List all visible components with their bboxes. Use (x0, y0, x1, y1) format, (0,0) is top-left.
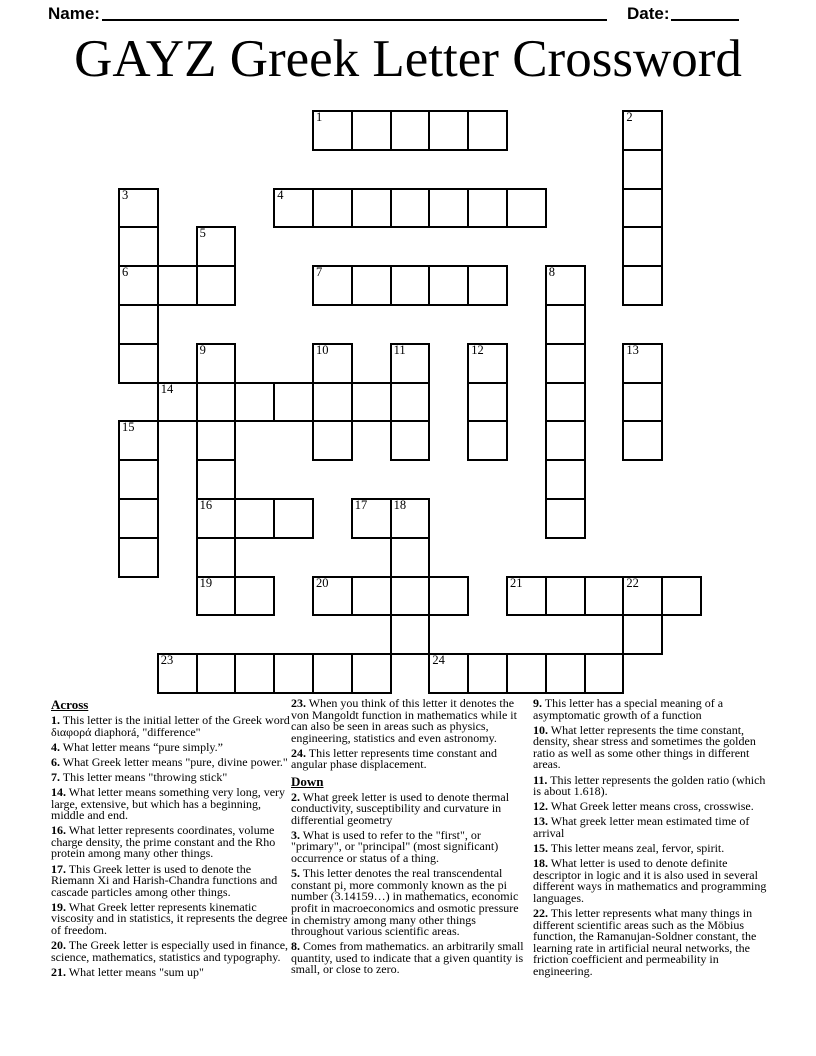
grid-cell[interactable] (118, 537, 159, 578)
grid-cell[interactable] (273, 382, 314, 423)
cell-number: 6 (122, 265, 129, 280)
grid-cell[interactable] (351, 382, 392, 423)
grid-cell-18[interactable] (390, 498, 431, 539)
clue-down-13: 13. What greek letter mean estimated time of arrival (533, 814, 750, 840)
grid-cell[interactable] (467, 382, 508, 423)
grid-cell[interactable] (390, 382, 431, 423)
cell-number: 9 (199, 342, 206, 357)
grid-cell[interactable] (661, 576, 702, 617)
grid-cell[interactable] (545, 498, 586, 539)
cell-number: 11 (393, 342, 406, 357)
grid-cell[interactable] (118, 498, 159, 539)
cell-number: 10 (316, 342, 329, 357)
grid-cell[interactable] (273, 498, 314, 539)
grid-cell-5[interactable] (196, 226, 237, 267)
down-heading: Down (291, 773, 324, 789)
clue-number: 8. (291, 939, 300, 954)
grid-cell[interactable] (545, 420, 586, 461)
grid-cell[interactable] (157, 265, 198, 306)
grid-cell-17[interactable] (351, 498, 392, 539)
cell-number: 20 (316, 575, 329, 590)
grid-cell[interactable] (545, 653, 586, 694)
cell-number: 12 (471, 342, 484, 357)
cell-number: 7 (316, 265, 323, 280)
grid-cell[interactable] (390, 110, 431, 151)
grid-cell[interactable] (622, 382, 663, 423)
cell-number: 21 (510, 575, 523, 590)
grid-cell[interactable] (351, 110, 392, 151)
clue-down-9: 9. This letter has a special meaning of a asymptomatic growth of a function (533, 696, 724, 722)
grid-cell-8[interactable] (545, 265, 586, 306)
clue-number: 15. (533, 841, 548, 856)
grid-cell[interactable] (234, 382, 275, 423)
grid-cell[interactable] (351, 653, 392, 694)
grid-cell[interactable] (390, 614, 431, 655)
clue-across-14: 14. What letter means something very long, very large, extensive, but which has a beginning, middle and end. (51, 784, 286, 823)
clue-down-10: 10. What letter represents the time constant, density, shear stress and sometimes the golden ratio as well as some other things in different areas. (533, 722, 756, 772)
clue-number: 20. (51, 938, 66, 953)
clue-number: 18. (533, 856, 548, 871)
clue-number: 21. (51, 964, 66, 979)
grid-cell[interactable] (196, 537, 237, 578)
grid-cell[interactable] (428, 188, 469, 229)
cell-number: 23 (160, 653, 174, 668)
grid-cell[interactable] (428, 576, 469, 617)
grid-cell-3[interactable] (118, 188, 159, 229)
grid-cell-2[interactable] (622, 110, 663, 151)
clue-down-3: 3. What is used to refer to the "first", or "primary", or "principal" (most significant) occurrence or status of a thing. (291, 827, 499, 866)
cell-number: 22 (626, 575, 639, 590)
clue-across-17: 17. This Greek letter is used to denote the Riemann Xi and Harish-Chandra functions and cascade particles among other things. (51, 861, 278, 899)
grid-cell[interactable] (622, 149, 663, 190)
grid-cell[interactable] (312, 653, 353, 694)
grid-cell-23[interactable] (157, 653, 198, 694)
clue-down-5: 5. This letter denotes the real transcendental constant pi, more commonly known as the pi number (3.14159…) in mathematics, economic profit in macroeconomics and osmotic pressure in chemistry among many other things throughout various scientific areas. (291, 866, 519, 939)
clue-number: 11. (533, 772, 548, 787)
clue-number: 16. (51, 823, 66, 838)
cell-number: 3 (122, 187, 129, 202)
grid-cell-14[interactable] (157, 382, 198, 423)
clue-across-7: 7. This letter means "throwing stick" (51, 769, 228, 784)
cell-number: 19 (199, 575, 213, 590)
clue-number: 6. (51, 754, 60, 769)
clue-column-1 (51, 698, 294, 982)
cell-number: 8 (548, 265, 556, 280)
grid-cell[interactable] (196, 420, 237, 461)
grid-cell[interactable] (351, 188, 392, 229)
grid-cell[interactable] (467, 188, 508, 229)
clue-across-4: 4. What letter means “pure simply.” (51, 739, 223, 754)
grid-cell[interactable] (467, 265, 508, 306)
grid-cell[interactable] (118, 459, 159, 500)
clue-number: 4. (51, 739, 60, 754)
grid-cell[interactable] (390, 537, 431, 578)
grid-cell[interactable] (428, 265, 469, 306)
clue-number: 24. (291, 745, 306, 760)
clue-column-3 (533, 698, 776, 981)
grid-cell[interactable] (351, 576, 392, 617)
grid-cell[interactable] (118, 343, 159, 384)
grid-cell[interactable] (428, 110, 469, 151)
clue-across-1: 1. This letter is the initial letter of the Greek word διαφορά diaphorá, "difference" (51, 713, 290, 739)
clue-number: 13. (533, 814, 548, 829)
grid-cell[interactable] (506, 653, 547, 694)
grid-cell[interactable] (234, 653, 275, 694)
grid-cell[interactable] (390, 265, 431, 306)
grid-cell[interactable] (545, 304, 586, 345)
grid-cell[interactable] (584, 576, 625, 617)
clue-number: 1. (51, 713, 60, 727)
grid-cell[interactable] (545, 459, 586, 500)
clue-number: 5. (291, 866, 300, 881)
clue-across-23: 23. When you think of this letter it denotes the von Mangoldt function in mathematics while it can also be seen in areas such as physics, engineering, statistics and even astronomy. (291, 696, 517, 745)
name-label: Name: (48, 4, 100, 23)
grid-cell[interactable] (196, 382, 237, 423)
grid-cell-19[interactable] (196, 576, 237, 617)
date-label: Date: (627, 4, 670, 23)
cell-number: 15 (122, 420, 135, 435)
clue-number: 12. (533, 799, 548, 814)
clue-across-19: 19. What Greek letter represents kinematic viscosity and in statistics, it represents the degree of freedom. (51, 899, 288, 937)
grid-cell[interactable] (584, 653, 625, 694)
grid-cell[interactable] (118, 226, 159, 267)
grid-cell[interactable] (196, 265, 237, 306)
grid-cell[interactable] (390, 576, 431, 617)
grid-cell[interactable] (622, 226, 663, 267)
grid-cell[interactable] (622, 265, 663, 306)
grid-cell-21[interactable] (506, 576, 547, 617)
clue-down-15: 15. This letter means zeal, fervor, spirit. (533, 841, 725, 856)
grid-cell[interactable] (622, 188, 663, 229)
clue-number: 17. (51, 861, 66, 876)
clue-across-6: 6. What Greek letter means "pure, divine power." (51, 754, 288, 769)
grid-cell-1[interactable] (312, 110, 353, 151)
grid-cell-13[interactable] (622, 343, 663, 384)
grid-cell[interactable] (196, 653, 237, 694)
name-blank-line (102, 2, 607, 21)
cell-number: 1 (316, 110, 323, 124)
grid-cell[interactable] (545, 382, 586, 423)
cell-number: 4 (277, 187, 284, 202)
clue-down-8: 8. Comes from mathematics. an arbitrarily small quantity, used to indicate that a given quantity is small, or close to zero. (291, 939, 524, 977)
cell-number: 2 (626, 110, 633, 124)
clue-across-24: 24. This letter represents time constant and angular phase displacement. (291, 745, 498, 772)
grid-cell-7[interactable] (312, 265, 353, 306)
clue-down-11: 11. This letter represents the golden ratio (which is about 1.618). (533, 772, 766, 799)
clue-down-18: 18. What letter is used to denote definite descriptor in logic and it is also used in several different ways in mathematics and programming languages. (533, 856, 767, 905)
clue-number: 14. (51, 784, 66, 799)
clue-column-2 (291, 698, 530, 979)
clue-number: 2. (291, 789, 300, 804)
page-title: GAYZ Greek Letter Crossword (74, 30, 742, 88)
cell-number: 14 (160, 381, 174, 396)
cell-number: 16 (199, 498, 213, 512)
grid-cell[interactable] (622, 420, 663, 461)
clue-across-16: 16. What letter represents coordinates, volume charge density, the prime constant and the Rho protein among many other things. (51, 823, 276, 861)
cell-number: 24 (432, 653, 445, 668)
across-heading: Across (51, 697, 89, 712)
grid-cell[interactable] (545, 576, 586, 617)
clue-number: 7. (51, 769, 60, 784)
grid-cell[interactable] (312, 188, 353, 229)
grid-cell-6[interactable] (118, 265, 159, 306)
clue-number: 9. (533, 696, 542, 710)
grid-cell-15[interactable] (118, 420, 159, 461)
clue-down-22: 22. This letter represents what many things in different scientific areas such as the Möbius function, the Ramanujan-Soldner constant, the learning rate in artificial neural networks, the friction coefficient and permeability in engineering. (533, 906, 757, 978)
grid-cell[interactable] (467, 653, 508, 694)
grid-cell[interactable] (506, 188, 547, 229)
clue-number: 3. (291, 827, 300, 842)
grid-cell-12[interactable] (467, 343, 508, 384)
grid-cell-11[interactable] (390, 343, 431, 384)
grid-cell[interactable] (118, 304, 159, 345)
cell-number: 17 (354, 498, 368, 512)
cell-number: 5 (199, 226, 206, 241)
clue-down-12: 12. What Greek letter means cross, crosswise. (533, 799, 754, 814)
clue-across-21: 21. What letter means "sum up" (51, 964, 204, 979)
clue-across-20: 20. The Greek letter is especially used in finance, science, mathematics, statistics and typography. (51, 938, 289, 964)
clue-number: 10. (533, 722, 548, 737)
clue-number: 23. (291, 696, 306, 710)
grid-cell[interactable] (273, 653, 314, 694)
grid-cell-16[interactable] (196, 498, 237, 539)
date-blank-line (671, 2, 739, 21)
grid-cell-10[interactable] (312, 343, 353, 384)
grid-cell[interactable] (312, 420, 353, 461)
grid-cell-4[interactable] (273, 188, 314, 229)
cell-number: 18 (393, 498, 407, 512)
grid-cell[interactable] (390, 188, 431, 229)
grid-cell[interactable] (234, 498, 275, 539)
grid-cell[interactable] (351, 265, 392, 306)
clue-down-2: 2. What greek letter is used to denote thermal conductivity, susceptibility and curvature in differential geometry (291, 789, 510, 827)
grid-cell[interactable] (312, 382, 353, 423)
grid-cell[interactable] (622, 614, 663, 655)
grid-cell-22[interactable] (622, 576, 663, 617)
grid-cell[interactable] (467, 110, 508, 151)
grid-cell-20[interactable] (312, 576, 353, 617)
grid-cell[interactable] (545, 343, 586, 384)
cell-number: 13 (626, 342, 639, 357)
grid-cell[interactable] (196, 459, 237, 500)
grid-cell[interactable] (390, 420, 431, 461)
clue-number: 19. (51, 899, 66, 914)
grid-cell-9[interactable] (196, 343, 237, 384)
grid-cell[interactable] (467, 420, 508, 461)
clue-number: 22. (533, 906, 548, 920)
grid-cell[interactable] (234, 576, 275, 617)
grid-cell-24[interactable] (428, 653, 469, 694)
